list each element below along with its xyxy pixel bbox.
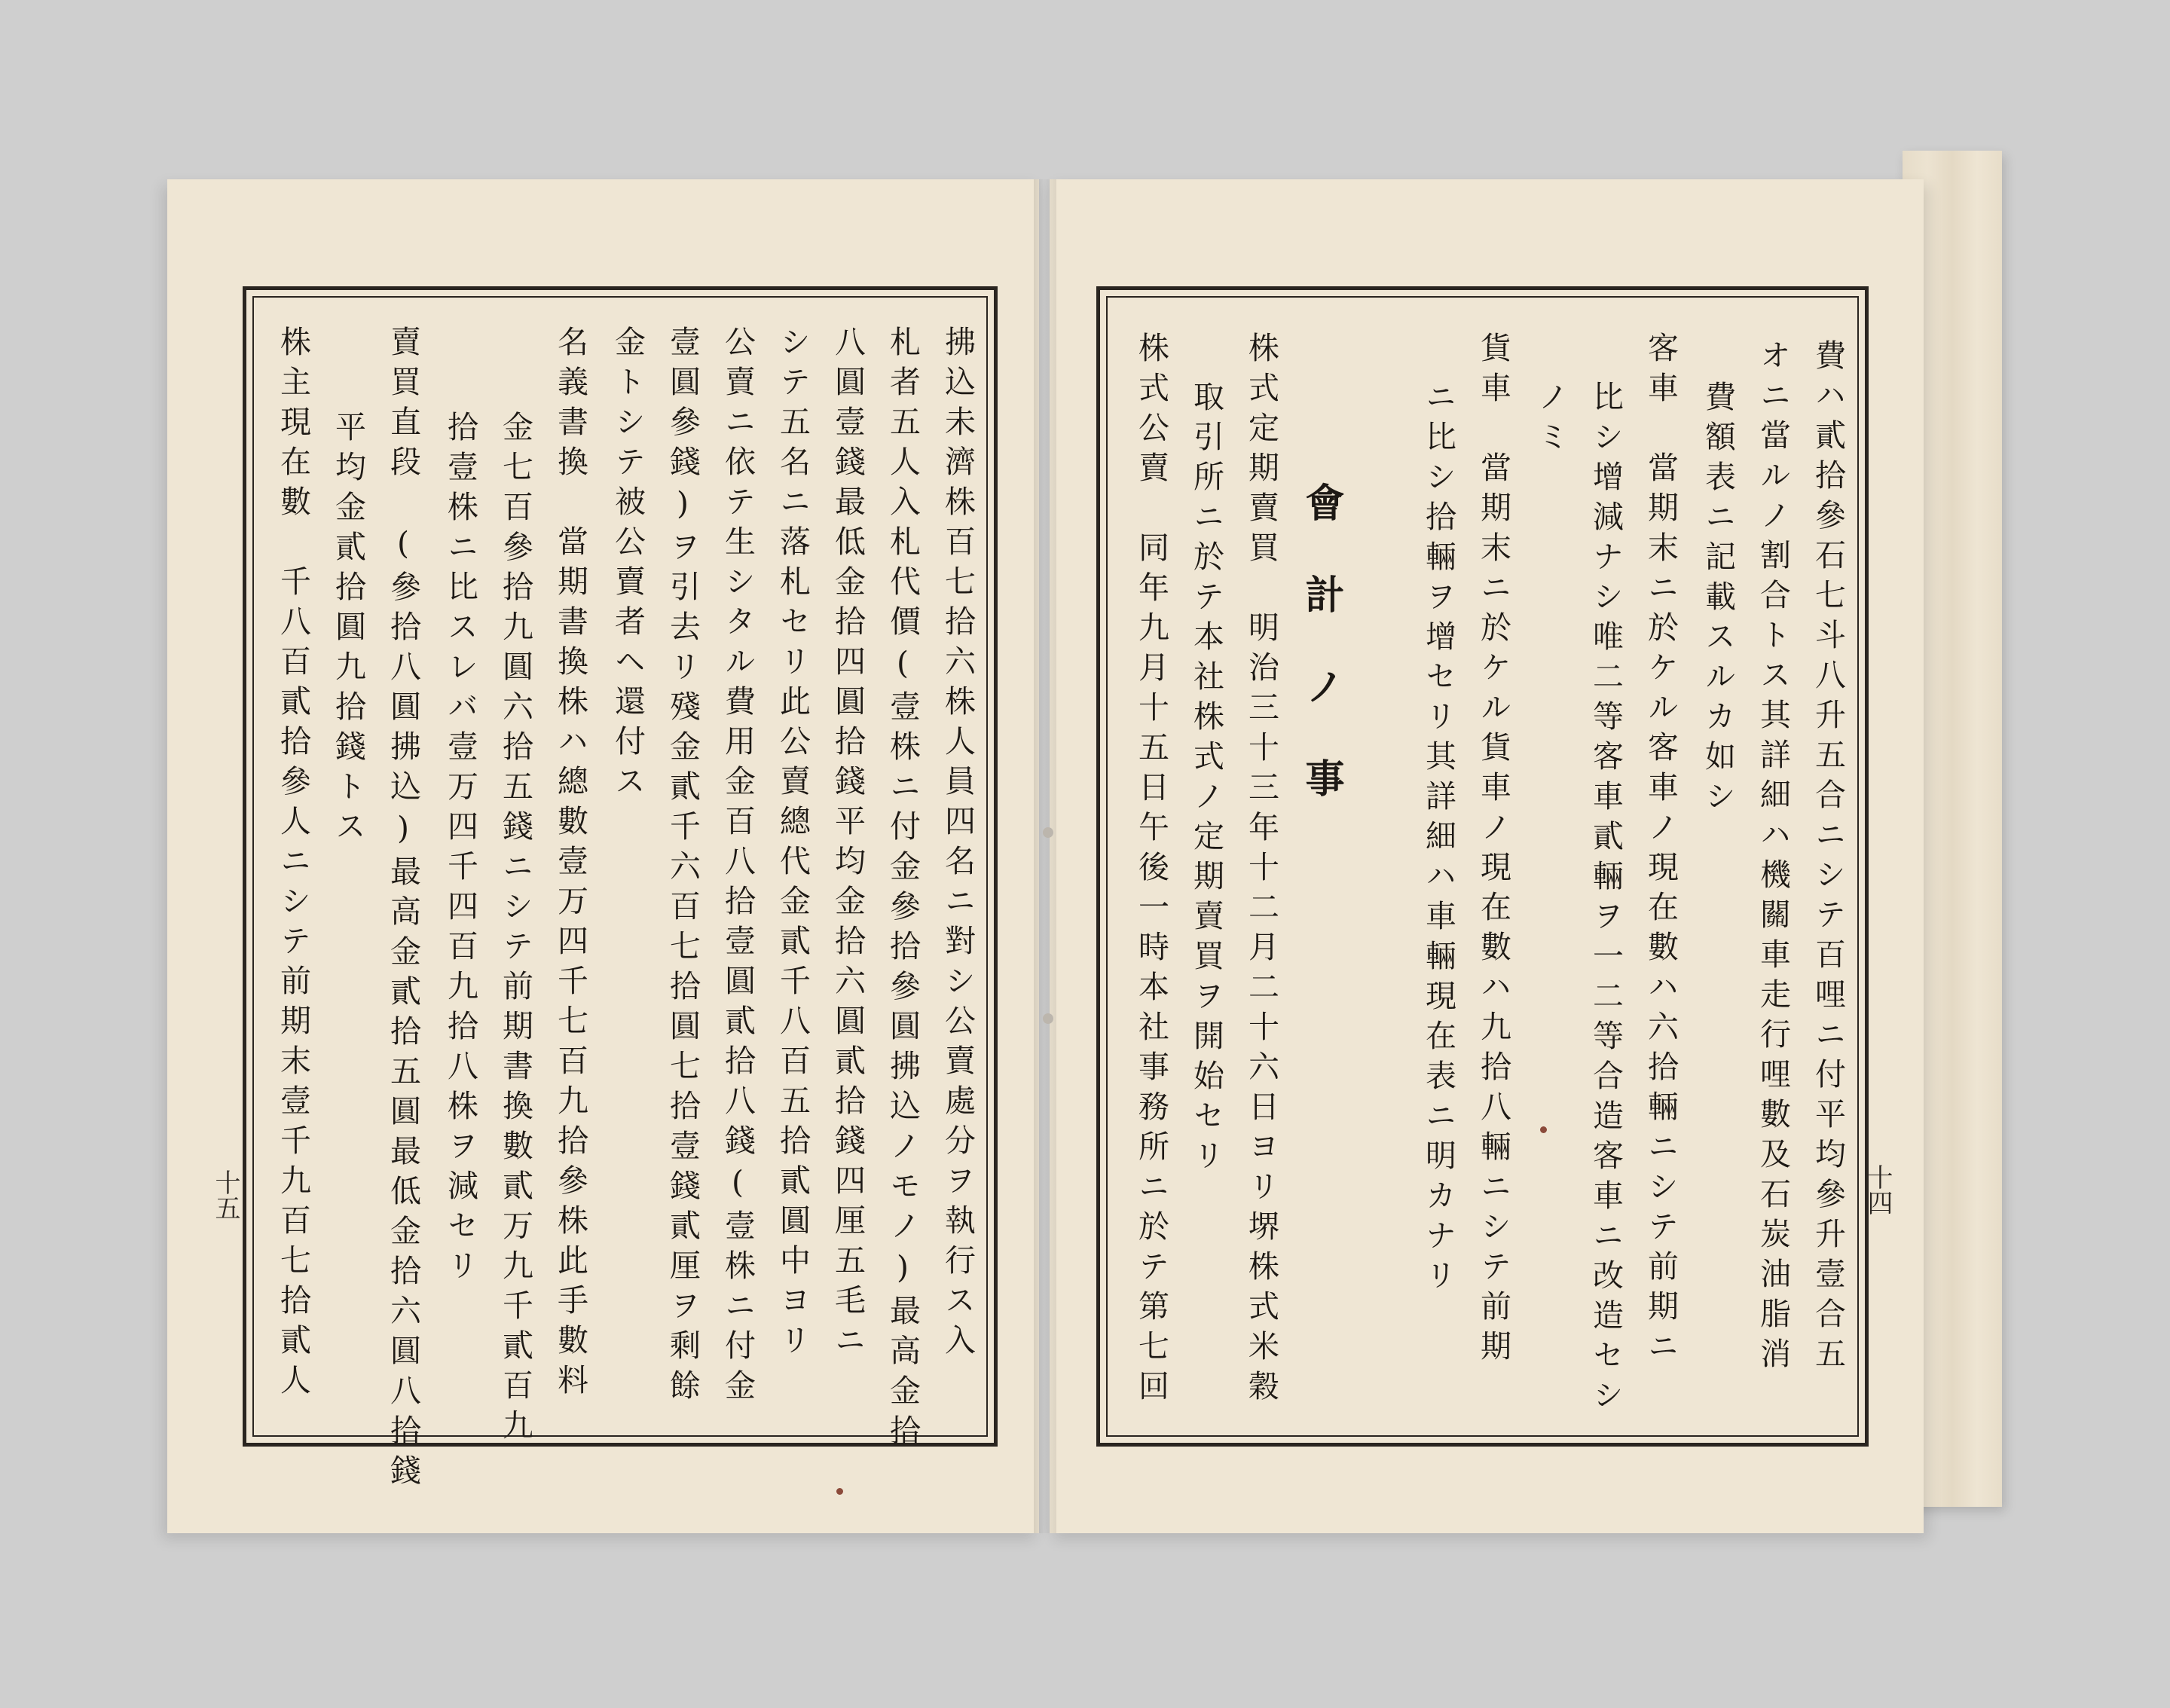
section-heading-accounting [1298,482,1344,850]
left-col-12-text: 平均金貳拾圓九拾錢トス [330,411,366,850]
left-col-5 [720,325,756,1409]
left-col-3 [830,325,866,1364]
right-col-12-text: 株式公賣 同年九月十五日午後一時本社事務所ニ於テ第七回 [1133,332,1169,1410]
right-col-7 [1475,332,1511,1370]
right-col-5-text: 比シ增減ナシ唯二等客車貳輛ヲ一二等合造客車ニ改造セシ [1588,380,1624,1419]
left-col-9 [497,411,533,1449]
right-col-11 [1188,380,1224,1179]
right-page-number: 十四 [1863,1164,1893,1215]
book-gutter [1034,179,1056,1533]
right-col-10 [1243,332,1279,1410]
left-col-4-text: シテ五名ニ落札セリ此公賣總代金貳千八百五拾貳圓中ヨリ [775,325,811,1364]
section-heading-accounting-text: 會計ノ事 [1298,482,1344,850]
right-col-4 [1643,332,1679,1370]
left-col-7-text: 金トシテ被公賣者ヘ還付ス [610,325,646,805]
left-col-8-text: 名義書換 當期書換株ハ總數壹万四千七百九拾參株此手數料 [552,325,588,1404]
paper-speck-right [1540,1126,1547,1133]
left-col-9-text: 金七百參拾九圓六拾五錢ニシテ前期書換數貳万九千貳百九 [497,411,533,1449]
right-col-5 [1588,380,1624,1419]
left-col-13 [275,325,311,1404]
left-col-2-text: 札者五人入札代價(壹株ニ付金參拾參圓拂込ノモノ)最高金拾 [885,325,921,1454]
right-col-2 [1755,339,1791,1377]
left-col-1 [940,325,976,1364]
left-col-10 [442,411,478,1289]
right-col-2-text: オニ當ルノ割合トス其詳細ハ機關車走行哩數及石炭油脂消 [1755,339,1791,1377]
left-col-7 [610,325,646,805]
left-col-6-text: 壹圓參錢)ヲ引去リ殘金貳千六百七拾圓七拾壹錢貳厘ヲ剩餘 [665,325,701,1409]
right-col-3 [1700,380,1736,820]
left-page-number: 十五 [210,1169,240,1221]
right-col-3-text: 費額表ニ記載スルカ如シ [1700,380,1736,820]
left-col-4 [775,325,811,1364]
right-col-1-text: 費ハ貳拾參石七斗八升五合ニシテ百哩ニ付平均參升壹合五 [1810,339,1846,1377]
left-col-3-text: 八圓壹錢最低金拾四圓拾錢平均金拾六圓貳拾錢四厘五毛ニ [830,325,866,1364]
right-col-6-text: ノミ [1533,380,1569,460]
paper-speck-left [836,1488,843,1495]
right-col-11-text: 取引所ニ於テ本社株式ノ定期賣買ヲ開始セリ [1188,380,1224,1179]
binding-hole-upper [1043,827,1053,838]
left-col-5-text: 公賣ニ依テ生シタル費用金百八拾壹圓貳拾八錢(壹株ニ付金 [720,325,756,1409]
right-col-8-text: ニ比シ拾輛ヲ增セリ其詳細ハ車輛現在表ニ明カナリ [1420,380,1456,1299]
binding-hole-lower [1043,1013,1053,1024]
right-col-12 [1133,332,1169,1410]
left-col-10-text: 拾壹株ニ比スレバ壹万四千四百九拾八株ヲ減セリ [442,411,478,1289]
right-col-4-text: 客車 當期末ニ於ケル客車ノ現在數ハ六拾輛ニシテ前期ニ [1643,332,1679,1370]
left-col-13-text: 株主現在數 千八百貳拾參人ニシテ前期末壹千九百七拾貳人 [275,325,311,1404]
right-col-10-text: 株式定期賣買 明治三十三年十二月二十六日ヨリ堺株式米穀 [1243,332,1279,1410]
right-col-1 [1810,339,1846,1377]
left-col-11-text: 賣買直段 (參拾八圓拂込)最高金貳拾五圓最低金拾六圓八拾錢 [385,325,421,1494]
right-col-8 [1420,380,1456,1299]
left-col-8 [552,325,588,1404]
left-col-2 [885,325,921,1454]
left-col-12 [330,411,366,850]
right-col-6 [1533,380,1569,460]
left-col-11 [385,325,421,1494]
left-col-6 [665,325,701,1409]
right-col-7-text: 貨車 當期末ニ於ケル貨車ノ現在數ハ九拾八輛ニシテ前期 [1475,332,1511,1370]
left-col-1-text: 拂込未濟株百七拾六株人員四名ニ對シ公賣處分ヲ執行ス入 [940,325,976,1364]
